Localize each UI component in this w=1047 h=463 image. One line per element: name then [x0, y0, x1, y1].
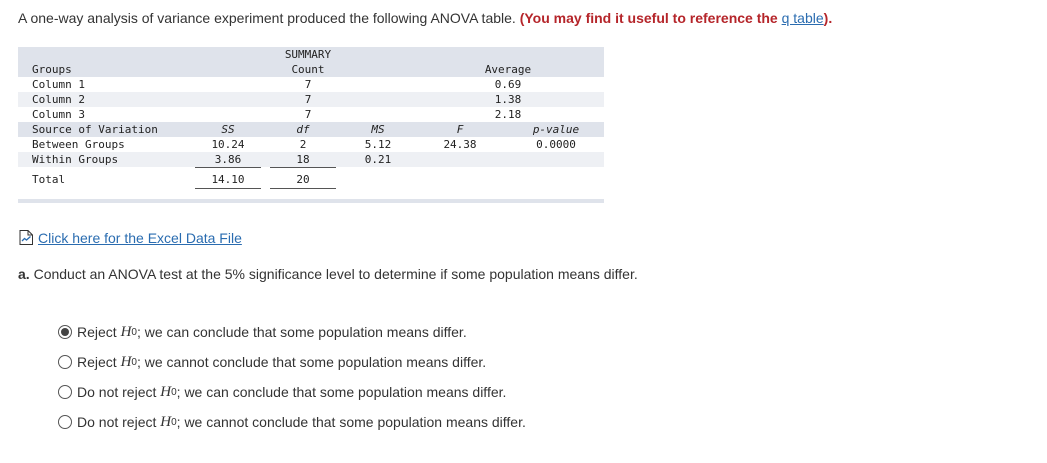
- h-subscript: 0: [171, 416, 177, 428]
- df-sum-line: [270, 167, 336, 168]
- group-count: 7: [304, 93, 312, 106]
- count-header: Count: [291, 63, 325, 76]
- hint-prefix: (You may find it useful to reference the: [519, 10, 782, 26]
- question-label: a.: [18, 266, 30, 282]
- group-name: Column 2: [32, 93, 85, 106]
- df-header: df: [296, 123, 310, 136]
- ms-value: 0.21: [364, 153, 392, 166]
- h-subscript: 0: [131, 326, 137, 338]
- radio-unselected[interactable]: [58, 385, 72, 399]
- h-symbol: H: [120, 353, 132, 370]
- question-text: Conduct an ANOVA test at the 5% significance level to determine if some population means differ.: [33, 266, 638, 282]
- source-name: Between Groups: [32, 138, 125, 151]
- groups-header: Groups: [32, 63, 72, 76]
- option-post: ; we can conclude that some population means differ.: [176, 384, 507, 400]
- source-name: Within Groups: [32, 153, 119, 166]
- f-value: 24.38: [443, 138, 477, 151]
- group-average: 0.69: [494, 78, 522, 91]
- ms-header: MS: [371, 123, 385, 136]
- df-total: 20: [296, 173, 310, 186]
- option-pre: Reject: [77, 324, 117, 340]
- option-post: ; we can conclude that some population means differ.: [136, 324, 467, 340]
- ss-sum-line: [195, 167, 261, 168]
- df-total-line: [270, 188, 336, 189]
- radio-unselected[interactable]: [58, 415, 72, 429]
- group-name: Column 3: [32, 108, 85, 121]
- option-pre: Do not reject: [77, 414, 157, 430]
- option-post: ; we cannot conclude that some population means differ.: [176, 414, 526, 430]
- group-name: Column 1: [32, 78, 85, 91]
- option-pre: Do not reject: [77, 384, 157, 400]
- p-value: 0.0000: [536, 138, 576, 151]
- ss-value: 10.24: [211, 138, 245, 151]
- option-2[interactable]: [58, 347, 526, 377]
- h-subscript: 0: [131, 356, 137, 368]
- q-table-link[interactable]: q table: [781, 10, 824, 26]
- excel-link-text[interactable]: Click here for the Excel Data File: [38, 229, 242, 246]
- h-symbol: H: [120, 323, 132, 340]
- option-4[interactable]: [58, 407, 526, 437]
- average-header: Average: [484, 63, 532, 76]
- total-label: Total: [32, 173, 66, 186]
- radio-selected[interactable]: [58, 325, 72, 339]
- table-bottom-border: [18, 199, 604, 203]
- summary-title: SUMMARY: [284, 48, 332, 61]
- h-subscript: 0: [171, 386, 177, 398]
- h-symbol: H: [160, 413, 172, 430]
- ss-total-line: [195, 188, 261, 189]
- df-value: 2: [299, 138, 307, 151]
- hint-suffix: ).: [823, 10, 833, 26]
- df-value: 18: [296, 153, 310, 166]
- intro-text: [18, 10, 832, 26]
- ss-value: 3.86: [214, 153, 242, 166]
- h-symbol: H: [160, 383, 172, 400]
- f-header: F: [456, 123, 464, 136]
- ss-header: SS: [221, 123, 235, 136]
- answer-options: [58, 317, 526, 437]
- group-count: 7: [304, 108, 312, 121]
- ss-total: 14.10: [211, 173, 245, 186]
- radio-unselected[interactable]: [58, 355, 72, 369]
- option-pre: Reject: [77, 354, 117, 370]
- radio-dot: [61, 328, 69, 336]
- source-header: Source of Variation: [32, 123, 158, 136]
- option-1[interactable]: [58, 317, 526, 347]
- p-value-header: p-value: [532, 123, 580, 136]
- question-a: [18, 266, 638, 282]
- intro-main: A one-way analysis of variance experiment produced the following ANOVA table.: [18, 10, 516, 26]
- excel-data-link[interactable]: [18, 229, 242, 246]
- excel-file-icon: [18, 229, 35, 246]
- group-count: 7: [304, 78, 312, 91]
- hint-text: [520, 10, 824, 26]
- group-average: 2.18: [494, 108, 522, 121]
- ms-value: 5.12: [364, 138, 392, 151]
- group-average: 1.38: [494, 93, 522, 106]
- option-post: ; we cannot conclude that some population means differ.: [136, 354, 487, 370]
- anova-table: [18, 47, 604, 205]
- option-3[interactable]: [58, 377, 526, 407]
